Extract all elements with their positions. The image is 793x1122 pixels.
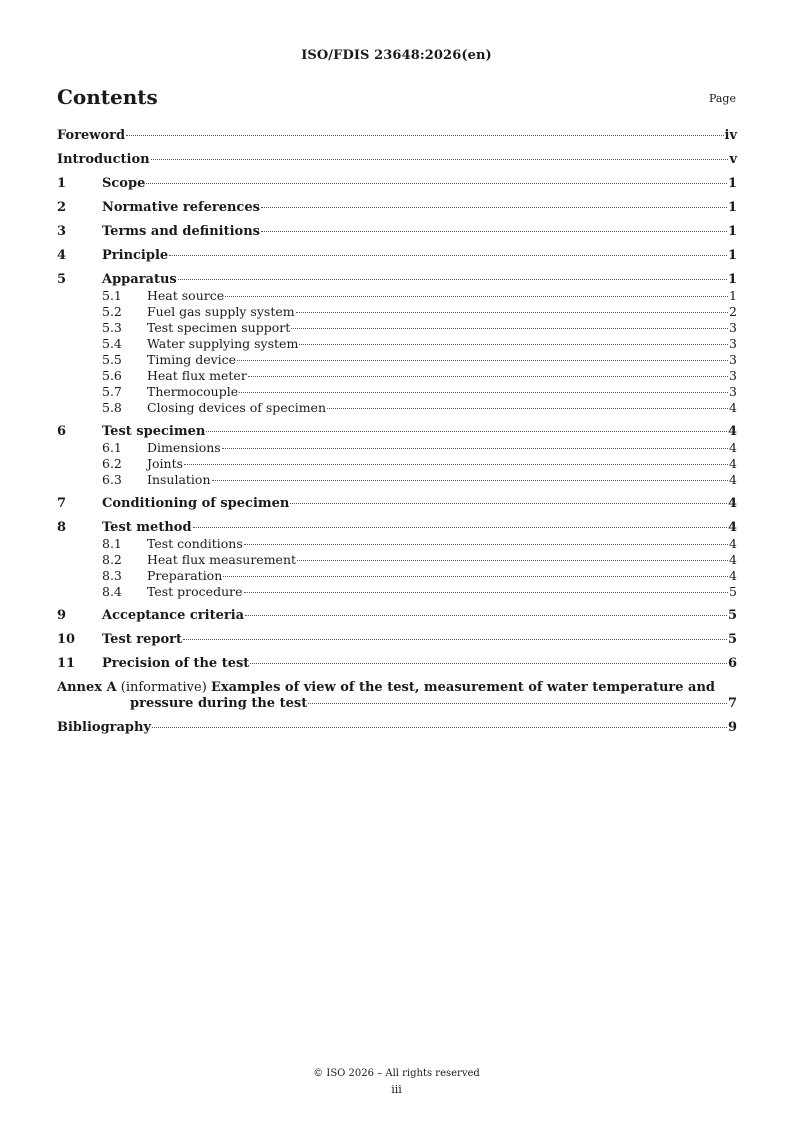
toc-entry-page: 4 — [729, 472, 737, 487]
toc-entry-title: Heat flux measurement — [147, 552, 297, 567]
dot-leader — [126, 135, 723, 136]
toc-entry-page: 9 — [727, 720, 737, 735]
toc-entry-subclause-8-1[interactable] — [57, 536, 737, 552]
toc-entry-title: Heat flux meter — [147, 368, 247, 383]
toc-entry-number: 5.4 — [102, 336, 122, 351]
dot-leader — [237, 360, 728, 361]
toc-entry-title: Principle — [102, 248, 169, 263]
toc-entry-page: 7 — [727, 696, 737, 711]
toc-entry-foreword[interactable] — [57, 128, 737, 144]
dot-leader — [239, 392, 728, 393]
toc-entry-subclause-5-5[interactable] — [57, 352, 737, 368]
toc-entry-title: Conditioning of specimen — [102, 496, 290, 511]
dot-leader — [296, 312, 728, 313]
toc-entry-title: Timing device — [147, 352, 237, 367]
toc-entry-number: 5.2 — [102, 304, 122, 319]
toc-entry-number: 3 — [57, 224, 67, 239]
annex-label: Annex A — [57, 680, 117, 695]
toc-entry-page: 4 — [729, 552, 737, 567]
copyright-notice: © ISO 2026 – All rights reserved — [313, 1068, 480, 1079]
annex-title-line2: pressure during the test — [130, 696, 308, 711]
dot-leader — [206, 431, 727, 432]
table-of-contents — [57, 128, 737, 736]
toc-entry-title: Introduction — [57, 152, 150, 167]
toc-entry-number: 5.6 — [102, 368, 122, 383]
toc-entry-number: 5.8 — [102, 400, 122, 415]
toc-entry-page: 4 — [729, 536, 737, 551]
toc-entry-title: Preparation — [147, 568, 223, 583]
dot-leader — [327, 408, 728, 409]
dot-leader — [169, 255, 727, 256]
toc-entry-number: 5.1 — [102, 288, 122, 303]
toc-entry-number: 8.1 — [102, 536, 122, 551]
dot-leader — [297, 560, 728, 561]
toc-entry-title: Test report — [102, 632, 183, 647]
dot-leader — [222, 448, 728, 449]
annex-title-line1: Examples of view of the test, measurement of water temperature and — [210, 680, 716, 695]
toc-entry-page: 1 — [727, 248, 737, 263]
toc-entry-title: Test specimen support — [147, 320, 291, 335]
toc-entry-title: Fuel gas supply system — [147, 304, 295, 319]
toc-entry-page: 4 — [727, 496, 737, 511]
toc-entry-subclause-5-2[interactable] — [57, 304, 737, 320]
toc-entry-title: Insulation — [147, 472, 211, 487]
toc-entry-subclause-5-3[interactable] — [57, 320, 737, 336]
toc-entry-number: 6.2 — [102, 456, 122, 471]
toc-entry-subclause-5-1[interactable] — [57, 288, 737, 304]
toc-entry-page: 4 — [729, 400, 737, 415]
toc-entry-clause-9[interactable] — [57, 608, 737, 624]
toc-entry-page: 1 — [727, 272, 737, 287]
toc-entry-page: 4 — [727, 520, 737, 535]
toc-entry-number: 5.3 — [102, 320, 122, 335]
toc-entry-subclause-8-4[interactable] — [57, 584, 737, 600]
toc-entry-title: Apparatus — [102, 272, 177, 287]
toc-entry-page: 6 — [727, 656, 737, 671]
toc-entry-title: Bibliography — [57, 720, 152, 735]
toc-entry-number: 6.1 — [102, 440, 122, 455]
dot-leader — [183, 639, 727, 640]
toc-entry-number: 5.7 — [102, 384, 122, 399]
toc-entry-title: Test method — [102, 520, 192, 535]
dot-leader — [291, 328, 728, 329]
toc-entry-number: 2 — [57, 200, 67, 215]
toc-entry-subclause-6-3[interactable] — [57, 472, 737, 488]
toc-entry-title: Terms and definitions — [102, 224, 260, 239]
toc-entry-introduction[interactable] — [57, 152, 737, 168]
toc-entry-clause-5[interactable] — [57, 272, 737, 288]
dot-leader — [223, 576, 728, 577]
document-header: ISO/FDIS 23648:2026(en) — [301, 48, 492, 63]
toc-entry-number: 6 — [57, 424, 67, 439]
dot-leader — [248, 376, 728, 377]
toc-entry-subclause-6-2[interactable] — [57, 456, 737, 472]
toc-entry-title: Acceptance criteria — [102, 608, 245, 623]
toc-entry-title: Precision of the test — [102, 656, 250, 671]
toc-entry-number: 7 — [57, 496, 67, 511]
dot-leader — [261, 231, 727, 232]
toc-entry-title: Dimensions — [147, 440, 221, 455]
dot-leader — [244, 592, 729, 593]
dot-leader — [299, 344, 728, 345]
toc-entry-number: 5 — [57, 272, 67, 287]
toc-entry-page: 1 — [727, 200, 737, 215]
toc-entry-subclause-8-2[interactable] — [57, 552, 737, 568]
toc-entry-clause-3[interactable] — [57, 224, 737, 240]
toc-entry-page: 5 — [727, 632, 737, 647]
toc-entry-page: 1 — [727, 176, 737, 191]
toc-entry-bibliography[interactable] — [57, 720, 737, 736]
toc-entry-title: Foreword — [57, 128, 126, 143]
toc-entry-title: Heat source — [147, 288, 225, 303]
toc-entry-page: 3 — [729, 352, 737, 367]
toc-entry-number: 6.3 — [102, 472, 122, 487]
toc-entry-page: 5 — [727, 608, 737, 623]
toc-entry-title: Test conditions — [147, 536, 243, 551]
dot-leader — [225, 296, 728, 297]
toc-entry-page: 1 — [727, 224, 737, 239]
dot-leader — [193, 527, 727, 528]
toc-entry-number: 11 — [57, 656, 76, 671]
page-column-label: Page — [708, 92, 736, 105]
dot-leader — [244, 544, 728, 545]
toc-entry-page: 3 — [729, 384, 737, 399]
annex-kind: (informative) — [120, 680, 207, 695]
toc-entry-page: 5 — [729, 584, 737, 599]
toc-entry-title: Joints — [147, 456, 184, 471]
toc-entry-clause-2[interactable] — [57, 200, 737, 216]
toc-entry-subclause-8-3[interactable] — [57, 568, 737, 584]
toc-entry-title: Water supplying system — [147, 336, 299, 351]
dot-leader — [212, 480, 729, 481]
toc-entry-page: iv — [724, 128, 737, 143]
toc-entry-page: 4 — [729, 456, 737, 471]
toc-entry-page: 3 — [729, 368, 737, 383]
toc-entry-subclause-6-1[interactable] — [57, 440, 737, 456]
toc-entry-number: 10 — [57, 632, 76, 647]
toc-entry-clause-7[interactable] — [57, 496, 737, 512]
toc-entry-title: Normative references — [102, 200, 260, 215]
dot-leader — [151, 159, 729, 160]
dot-leader — [178, 279, 727, 280]
toc-entry-page: 3 — [729, 320, 737, 335]
toc-entry-clause-4[interactable] — [57, 248, 737, 264]
toc-entry-clause-8[interactable] — [57, 520, 737, 536]
dot-leader — [146, 183, 727, 184]
contents-title: Contents — [57, 85, 158, 109]
toc-entry-clause-10[interactable] — [57, 632, 737, 648]
toc-entry-number: 8.2 — [102, 552, 122, 567]
dot-leader — [250, 663, 727, 664]
dot-leader — [261, 207, 727, 208]
toc-entry-page: 4 — [727, 424, 737, 439]
toc-entry-subclause-5-6[interactable] — [57, 368, 737, 384]
toc-entry-page: 2 — [729, 304, 737, 319]
dot-leader — [152, 727, 727, 728]
toc-entry-title: Test specimen — [102, 424, 206, 439]
toc-entry-title: Closing devices of specimen — [147, 400, 327, 415]
page-footer — [0, 1066, 793, 1098]
toc-entry-number: 4 — [57, 248, 67, 263]
dot-leader — [184, 464, 728, 465]
page-number: iii — [391, 1083, 402, 1096]
toc-entry-number: 1 — [57, 176, 67, 191]
toc-entry-subclause-5-7[interactable] — [57, 384, 737, 400]
dot-leader — [245, 615, 727, 616]
toc-entry-page: v — [729, 152, 737, 167]
toc-entry-subclause-5-8[interactable] — [57, 400, 737, 416]
toc-entry-number: 8.3 — [102, 568, 122, 583]
toc-entry-page: 3 — [729, 336, 737, 351]
dot-leader — [308, 703, 727, 704]
toc-entry-subclause-5-4[interactable] — [57, 336, 737, 352]
toc-entry-title: Scope — [102, 176, 146, 191]
toc-entry-clause-1[interactable] — [57, 176, 737, 192]
toc-entry-title: Thermocouple — [147, 384, 239, 399]
toc-entry-number: 5.5 — [102, 352, 122, 367]
toc-entry-number: 8 — [57, 520, 67, 535]
toc-entry-title: Test procedure — [147, 584, 243, 599]
toc-clauses — [57, 176, 737, 672]
toc-entry-page: 4 — [729, 568, 737, 583]
toc-entry-number: 8.4 — [102, 584, 122, 599]
dot-leader — [290, 503, 727, 504]
toc-entry-clause-6[interactable] — [57, 424, 737, 440]
toc-entry-page: 1 — [729, 288, 737, 303]
toc-entry-annex-a[interactable] — [57, 680, 737, 712]
toc-entry-page: 4 — [729, 440, 737, 455]
toc-entry-number: 9 — [57, 608, 67, 623]
toc-entry-clause-11[interactable] — [57, 656, 737, 672]
